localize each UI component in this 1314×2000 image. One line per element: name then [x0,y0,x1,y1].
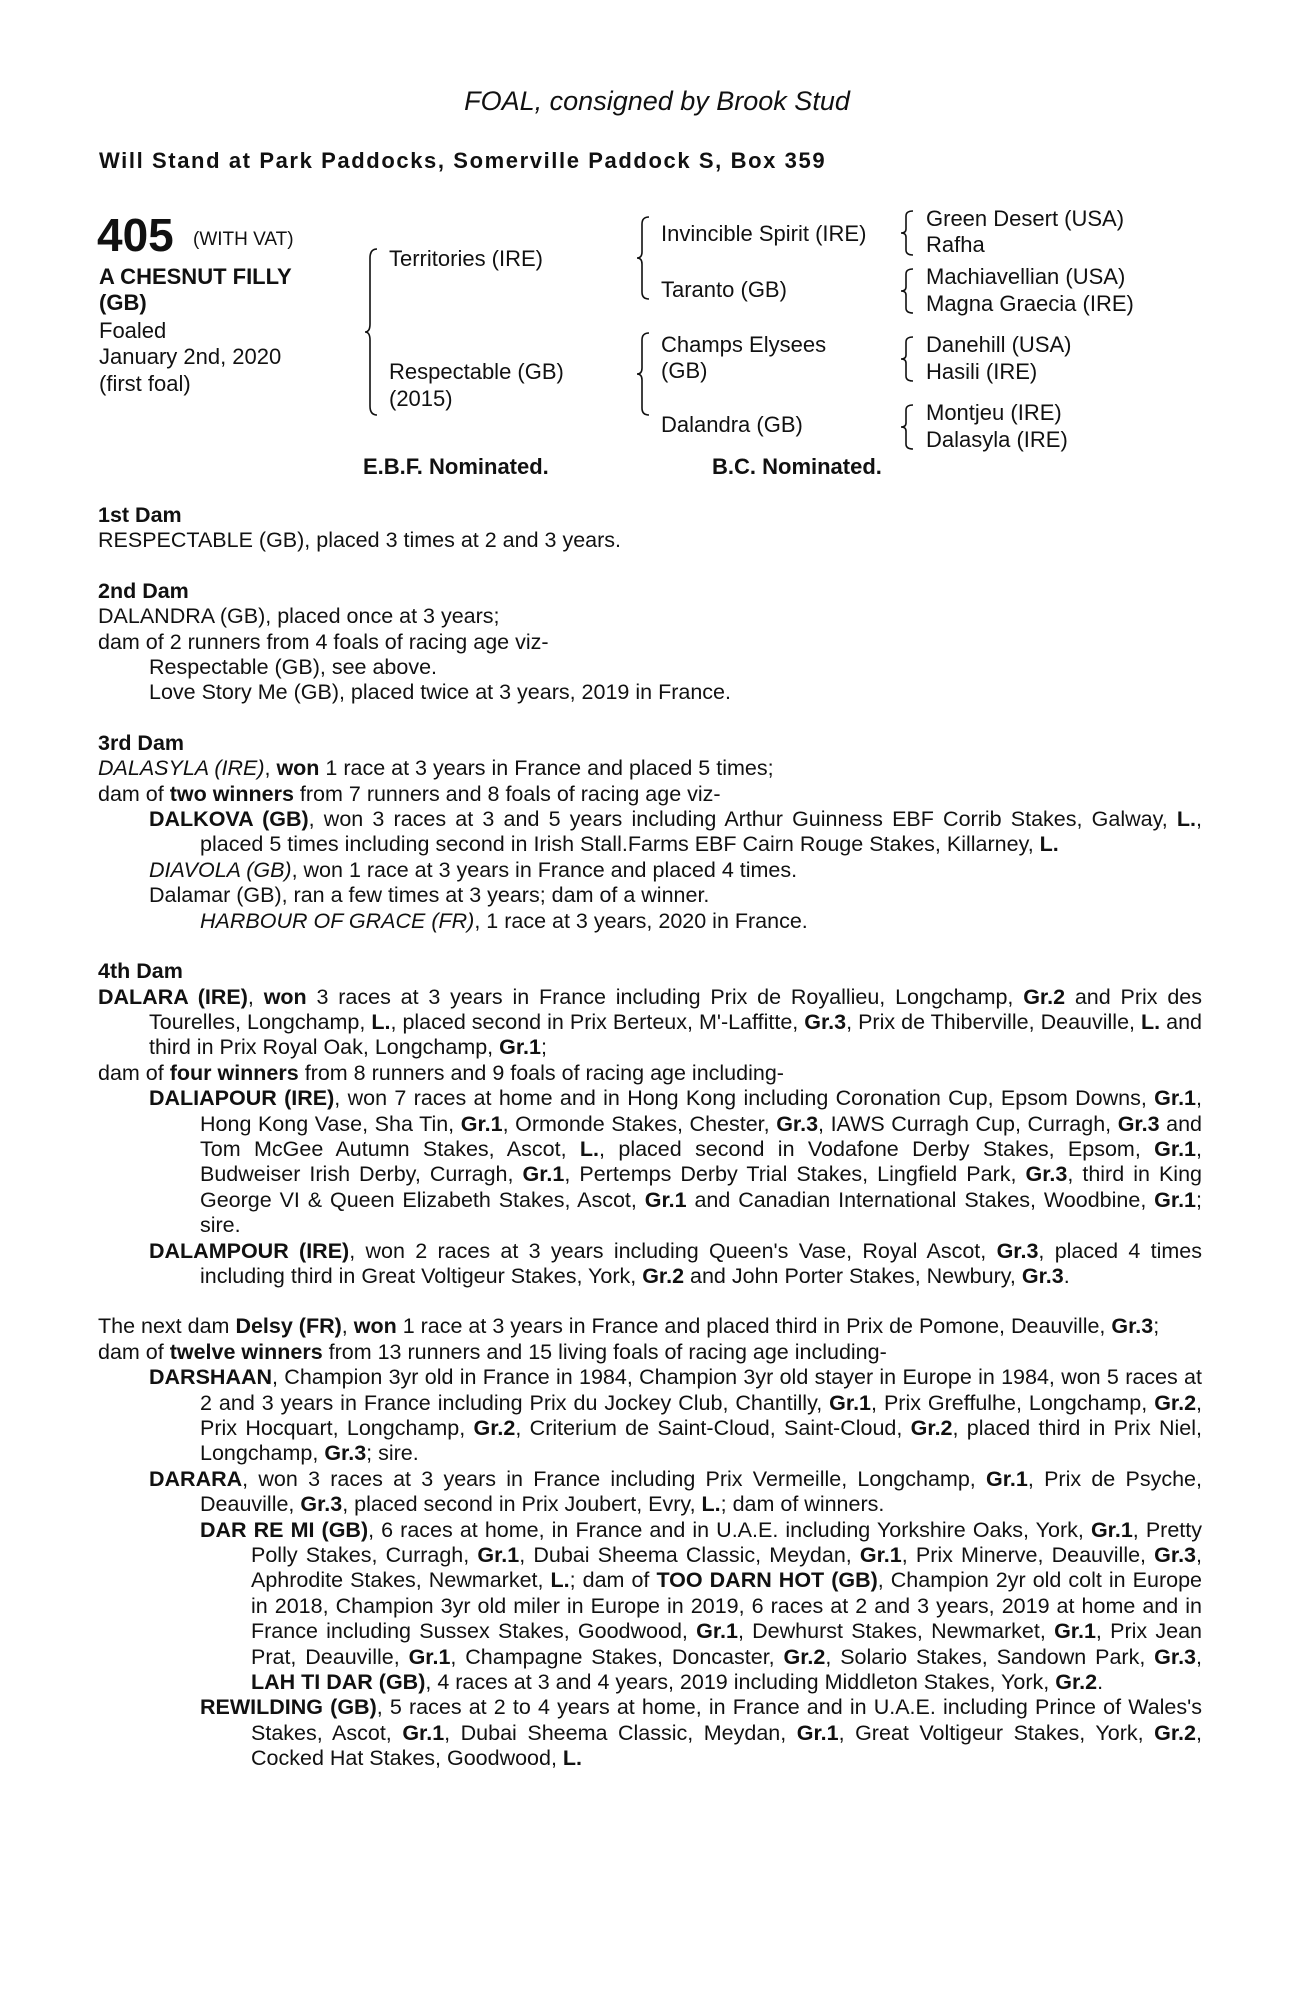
text-run: , Dubai Sheema Classic, Meydan, [444,1720,797,1745]
text-run: 1 race at 3 years in France and placed 5 times; [319,756,774,781]
section-heading: 2nd Dam [98,578,189,603]
bc-nominated: B.C. Nominated. [712,454,882,479]
text-run: dam of [98,1339,170,1364]
pedigree-brace [636,216,650,300]
pedigree-entry [98,1314,1202,1339]
bold-text: DALKOVA (GB) [149,807,309,832]
text-run: , Prix de Thiberville, Deauville, [846,1009,1141,1034]
text-run: dam of 2 runners from 4 foals of racing age viz- [98,629,549,654]
text-run: and third in Prix Royal Oak, Longchamp, [149,1009,1202,1060]
ancestor: Montjeu (IRE) [926,400,1062,425]
text-run: , Prix de Psyche, Deauville, [200,1466,1202,1517]
pedigree-brace [900,268,914,314]
pedigree-entry [98,985,1202,1061]
dam-dam: Dalandra (GB) [661,412,803,437]
text-run: , won 3 races at 3 and 5 years including Arthur Guinness EBF Corrib Stakes, Galway, [308,807,1177,832]
pedigree-entry [98,1365,1202,1467]
text-run: , Solario Stakes, Sandown Park, [825,1644,1155,1669]
pedigree-entry [98,1518,1202,1696]
bold-text: Gr.2 [642,1263,685,1288]
text-run: , Dewhurst Stakes, Newmarket, [737,1619,1055,1644]
text-run: . [1097,1670,1104,1695]
pedigree-brace [636,332,650,416]
dam-section [98,959,1202,1289]
text-run: , won 7 races at home and in Hong Kong including Coronation Cup, Epsom Downs, [334,1086,1155,1111]
text-run: The next dam [98,1314,236,1339]
text-run: , 6 races at home, in France and in U.A.E. including Yorkshire Oaks, York, [368,1517,1091,1542]
text-run: and Prix des Tourelles, Longchamp, [149,984,1202,1034]
bold-text: Gr.3 [776,1111,819,1136]
text-run: , 5 races at 2 to 4 years at home, in France and in U.A.E. including Prince of Wales's Stakes, Ascot, [251,1695,1202,1745]
text-run: , Hong Kong Vase, Sha Tin, [200,1086,1202,1136]
italic-text: DIAVOLA (GB) [149,857,292,882]
horse-description: A CHESNUT FILLY [99,264,292,289]
bold-text: four winners [169,1060,299,1085]
text-run: ; [540,1035,547,1060]
dam-year: (2015) [389,386,453,411]
text-run: , Ormonde Stakes, Chester, [502,1111,777,1136]
text-run: , Prix Hocquart, Longchamp, [200,1390,1203,1440]
bold-text: won [263,984,307,1009]
pedigree-entry [98,782,1202,807]
text-run: from 13 runners and 15 living foals of racing age including- [322,1339,887,1364]
text-run: , IAWS Curragh Cup, Curragh, [818,1111,1118,1136]
pedigree-entry [98,630,1202,655]
pedigree-entry [98,655,1202,680]
vat-note: (WITH VAT) [193,229,294,250]
foal-note: (first foal) [99,371,191,396]
bold-text: Gr.2 [1023,984,1066,1009]
bold-text: DARSHAAN [149,1365,273,1390]
foaled-date: January 2nd, 2020 [99,344,282,369]
bold-text: Gr.1 [796,1720,839,1745]
text-run: , won 3 races at 3 years in France including Prix Vermeille, Longchamp, [242,1466,987,1491]
text-run: , Aphrodite Stakes, Newmarket, [251,1543,1202,1593]
bold-text: Gr.1 [1154,1187,1197,1212]
text-run: , Budweiser Irish Derby, Curragh, [200,1136,1202,1187]
sire-sire: Invincible Spirit (IRE) [661,221,867,246]
bold-text: Gr.3 [804,1009,847,1034]
bold-text: Gr.1 [829,1390,872,1415]
text-run: ; sire. [366,1441,419,1466]
text-run: from 7 runners and 8 foals of racing age viz- [293,781,721,806]
bold-text: LAH TI DAR (GB) [251,1670,426,1695]
bold-text: won [353,1314,397,1339]
section-heading: 1st Dam [98,503,182,527]
text-run: , Criterium de Saint-Cloud, Saint-Cloud, [515,1416,911,1440]
bold-text: Delsy (FR) [235,1314,342,1339]
bold-text: Gr.3 [1117,1111,1160,1136]
section-heading: 3rd Dam [98,730,185,755]
text-run: , [247,984,264,1009]
pedigree-entry [98,604,1202,629]
text-run: Love Story Me (GB), placed twice at 3 years, 2019 in France. [149,680,731,705]
bold-text: Gr.1 [499,1035,541,1060]
bold-text: Gr.1 [986,1466,1028,1491]
pedigree-entry [98,909,1202,934]
bold-text: Gr.1 [408,1644,451,1669]
text-run: ; [1153,1314,1160,1339]
italic-text: HARBOUR OF GRACE (FR) [200,908,475,933]
text-run: RESPECTABLE (GB), placed 3 times at 2 and 3 years. [98,528,621,553]
text-run: , Pertemps Derby Trial Stakes, Lingfield Park, [564,1162,1026,1187]
dam-section [98,1314,1202,1771]
text-run: dam of [98,1060,170,1085]
bold-text: L. [1176,807,1197,832]
text-run: , placed third in Prix Niel, Longchamp, [200,1416,1203,1466]
sire-dam: Taranto (GB) [661,277,787,302]
pedigree-brace [364,248,378,416]
text-run: . [1063,1263,1070,1288]
text-run: , placed second in Prix Berteux, M'-Laffitte, [390,1009,805,1034]
bold-text: Gr.2 [910,1416,953,1440]
text-run: , Cocked Hat Stakes, Goodwood, [251,1720,1202,1771]
bold-text: Gr.3 [1154,1644,1197,1669]
section-heading: 4th Dam [98,959,183,984]
bold-text: L. [1039,832,1059,857]
text-run: , won 2 races at 3 years including Queen's Vase, Royal Ascot, [349,1238,997,1263]
ancestor: Dalasyla (IRE) [926,427,1068,452]
bold-text: Gr.3 [324,1441,367,1466]
pedigree-entry [98,528,1202,553]
text-run: Respectable (GB), see above. [149,655,438,680]
text-run: ; dam of winners. [720,1492,885,1517]
bold-text: Gr.1 [1154,1136,1197,1161]
bold-text: Gr.1 [859,1543,902,1568]
pedigree-entry [98,1086,1202,1238]
text-run: DALANDRA (GB), placed once at 3 years; [98,604,500,629]
bold-text: Gr.1 [1054,1619,1096,1644]
text-run: , third in King George VI & Queen Elizabeth Stakes, Ascot, [200,1162,1203,1212]
bold-text: DALAMPOUR (IRE) [149,1238,350,1263]
bold-text: DALARA (IRE) [98,984,248,1009]
pedigree-entry [98,680,1202,705]
bold-text: REWILDING (GB) [200,1695,377,1720]
bold-text: Gr.2 [473,1416,516,1440]
bold-text: Gr.1 [1154,1086,1197,1111]
bold-text: L. [579,1136,600,1161]
text-run: and Canadian International Stakes, Woodbine, [686,1187,1155,1212]
pedigree-entry [98,858,1202,883]
pedigree-brace [900,336,914,382]
text-run: , [264,756,277,781]
bold-text: Gr.2 [1154,1720,1196,1745]
stand-location: Will Stand at Park Paddocks, Somerville Paddock S, Box 359 [99,148,827,173]
text-run: dam of [98,781,170,806]
text-run: , Champion 3yr old in France in 1984, Champion 3yr old stayer in Europe in 1984, won 5 races at 2 and 3 years in France including Prix du Jockey Club, Chantilly, [200,1365,1202,1415]
text-run: , placed second in Vodafone Derby Stakes, Epsom, [599,1136,1155,1161]
text-run: 3 races at 3 years in France including Prix de Royallieu, Longchamp, [306,984,1024,1009]
pedigree-entry [98,1695,1202,1771]
pedigree-entry [98,1467,1202,1518]
text-run: Dalamar (GB), ran a few times at 3 years; dam of a winner. [149,883,710,908]
bold-text: DARARA [149,1466,243,1491]
dam-lines [98,503,1202,1772]
pedigree-entry [98,1239,1202,1290]
bold-text: Gr.1 [402,1720,445,1745]
bold-text: L. [1141,1009,1161,1034]
bold-text: L. [550,1568,570,1593]
pedigree-entry [98,756,1202,781]
text-run: , placed second in Prix Joubert, Evry, [342,1492,702,1517]
bold-text: Gr.1 [1090,1517,1133,1542]
bold-text: Gr.3 [300,1492,343,1517]
text-run: , 4 races at 3 and 4 years, 2019 including Middleton Stakes, York, [425,1670,1056,1695]
pedigree-entry [98,883,1202,908]
text-run: , Champagne Stakes, Doncaster, [450,1644,784,1669]
dam-section [98,503,1202,554]
italic-text: DALASYLA (IRE) [98,756,265,781]
dam-sire: Champs Elysees [661,332,827,357]
pedigree-entry [98,1061,1202,1086]
text-run: , Dubai Sheema Classic, Meydan, [519,1543,860,1568]
text-run: , won 1 race at 3 years in France and placed 4 times. [291,857,798,882]
bold-text: L. [701,1492,721,1517]
ancestor: Rafha [926,232,985,257]
text-run: , Great Voltigeur Stakes, York, [838,1720,1155,1745]
dam-section [98,731,1202,934]
text-run: , Prix Minerve, Deauville, [901,1543,1155,1568]
text-run: ; dam of [569,1568,657,1593]
pedigree-entry [98,807,1202,858]
ancestor: Machiavellian (USA) [926,264,1126,289]
text-run: , 1 race at 3 years, 2020 in France. [474,908,808,933]
text-run: , Prix Jean Prat, Deauville, [251,1619,1202,1669]
text-run: from 8 runners and 9 foals of racing age including- [298,1060,784,1085]
bold-text: Gr.3 [996,1238,1039,1263]
lot-number: 405 [97,209,174,261]
ancestor: Magna Graecia (IRE) [926,291,1134,316]
bold-text: Gr.3 [1111,1314,1154,1339]
ancestor: Danehill (USA) [926,332,1072,357]
bold-text: DALIAPOUR (IRE) [149,1086,335,1111]
dam: Respectable (GB) [389,359,564,384]
bold-text: Gr.1 [522,1162,565,1187]
text-run: and John Porter Stakes, Newbury, [684,1263,1022,1288]
bold-text: Gr.3 [1154,1543,1197,1568]
bold-text: Gr.1 [644,1187,687,1212]
bold-text: TOO DARN HOT (GB) [656,1568,878,1593]
ebf-nominated: E.B.F. Nominated. [363,454,549,479]
text-run: and Tom McGee Autumn Stakes, Ascot, [200,1111,1202,1161]
bold-text: two winners [169,781,294,806]
bold-text: Gr.3 [1021,1263,1064,1288]
text-run: , [1196,1644,1202,1669]
pedigree-entry [98,1340,1202,1365]
foaled-label: Foaled [99,318,167,343]
pedigree-brace [900,210,914,256]
bold-text: Gr.1 [477,1543,520,1568]
text-run: ; sire. [200,1187,1202,1238]
dam-section [98,579,1202,706]
bold-text: Gr.1 [696,1619,738,1644]
bold-text: twelve winners [169,1339,323,1364]
pedigree-brace [900,404,914,450]
bold-text: Gr.2 [1154,1390,1197,1415]
ancestor: Green Desert (USA) [926,206,1125,231]
ancestor: Hasili (IRE) [926,359,1038,384]
sire: Territories (IRE) [389,246,544,271]
bold-text: Gr.1 [460,1111,503,1136]
text-run: , Champion 2yr old colt in Europe in 2018, Champion 3yr old miler in Europe in 2019, 6 races at 2 and 3 years, 2019 at home and in France including Sussex Stakes, Goodwood, [251,1568,1202,1644]
text-run: , Pretty Polly Stakes, Curragh, [251,1517,1202,1568]
text-run: , placed 5 times including second in Irish Stall.Farms EBF Cairn Rouge Stakes, Killarney, [200,807,1202,857]
bold-text: Gr.3 [1025,1162,1068,1187]
text-run: , [341,1314,354,1339]
bold-text: won [276,756,320,781]
text-run: , placed 4 times including third in Great Voltigeur Stakes, York, [200,1238,1202,1288]
text-run: 1 race at 3 years in France and placed third in Prix de Pomone, Deauville, [396,1314,1112,1339]
dam-sire-origin: (GB) [661,358,708,383]
page-title: FOAL, consigned by Brook Stud [464,86,850,116]
bold-text: L. [562,1746,583,1771]
bold-text: Gr.2 [783,1644,826,1669]
text-run: , Prix Greffulhe, Longchamp, [871,1390,1155,1415]
horse-description-origin: (GB) [99,290,147,315]
bold-text: Gr.2 [1055,1670,1098,1695]
bold-text: L. [371,1009,391,1034]
bold-text: DAR RE MI (GB) [200,1517,369,1542]
